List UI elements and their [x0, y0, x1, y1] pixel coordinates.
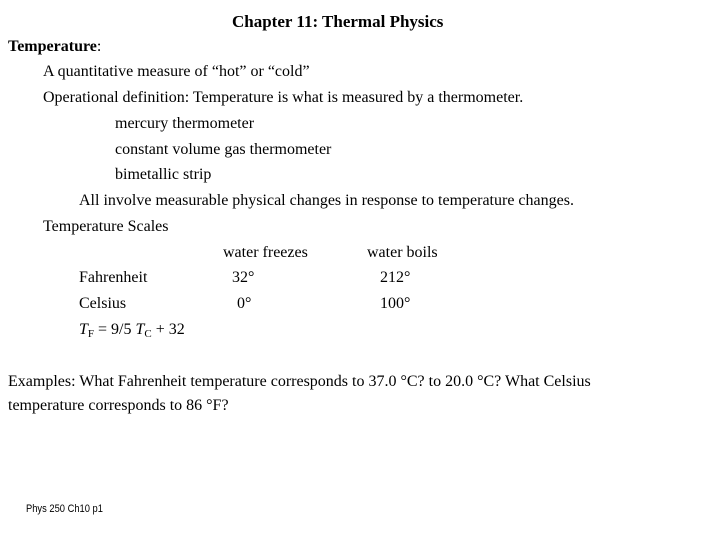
formula-var-t: T: [79, 321, 88, 338]
section-heading: [8, 37, 101, 57]
scale-name: Celsius: [79, 295, 127, 312]
column-header-freezes: water freezes: [223, 244, 308, 261]
section-heading-colon: :: [96, 38, 102, 55]
thermometer-item: bimetallic strip: [115, 166, 212, 183]
involve-statement: All involve measurable physical changes in response to temperature changes.: [79, 192, 574, 209]
thermometer-item: mercury thermometer: [115, 115, 255, 132]
operational-definition: Operational definition: Temperature is what is measured by a thermometer.: [43, 89, 524, 106]
formula-tail: + 32: [151, 321, 185, 338]
conversion-formula: [79, 320, 185, 340]
formula-mid: = 9/5: [94, 321, 136, 338]
scales-heading: Temperature Scales: [43, 218, 169, 235]
section-heading-label: Temperature: [8, 38, 97, 55]
scale-boils-value: 212°: [380, 269, 411, 286]
formula-sub-c: C: [144, 328, 152, 340]
column-header-boils: water boils: [367, 244, 438, 261]
scale-freezes-value: 32°: [232, 269, 255, 286]
scale-freezes-value: 0°: [237, 295, 252, 312]
scale-name: Fahrenheit: [79, 269, 148, 286]
examples-line-1: Examples: What Fahrenheit temperature corresponds to 37.0 °C? to 20.0 °C? What Celsius: [8, 373, 591, 390]
page-title: Chapter 11: Thermal Physics: [232, 12, 444, 31]
scale-boils-value: 100°: [380, 295, 411, 312]
thermometer-item: constant volume gas thermometer: [115, 141, 332, 158]
examples-line-2: temperature corresponds to 86 °F?: [8, 397, 229, 414]
formula-var-t: T: [135, 321, 145, 338]
page-footer: Phys 250 Ch10 p1: [26, 503, 103, 515]
definition-text: A quantitative measure of “hot” or “cold”: [43, 63, 310, 80]
formula-sub-f: F: [87, 328, 95, 340]
